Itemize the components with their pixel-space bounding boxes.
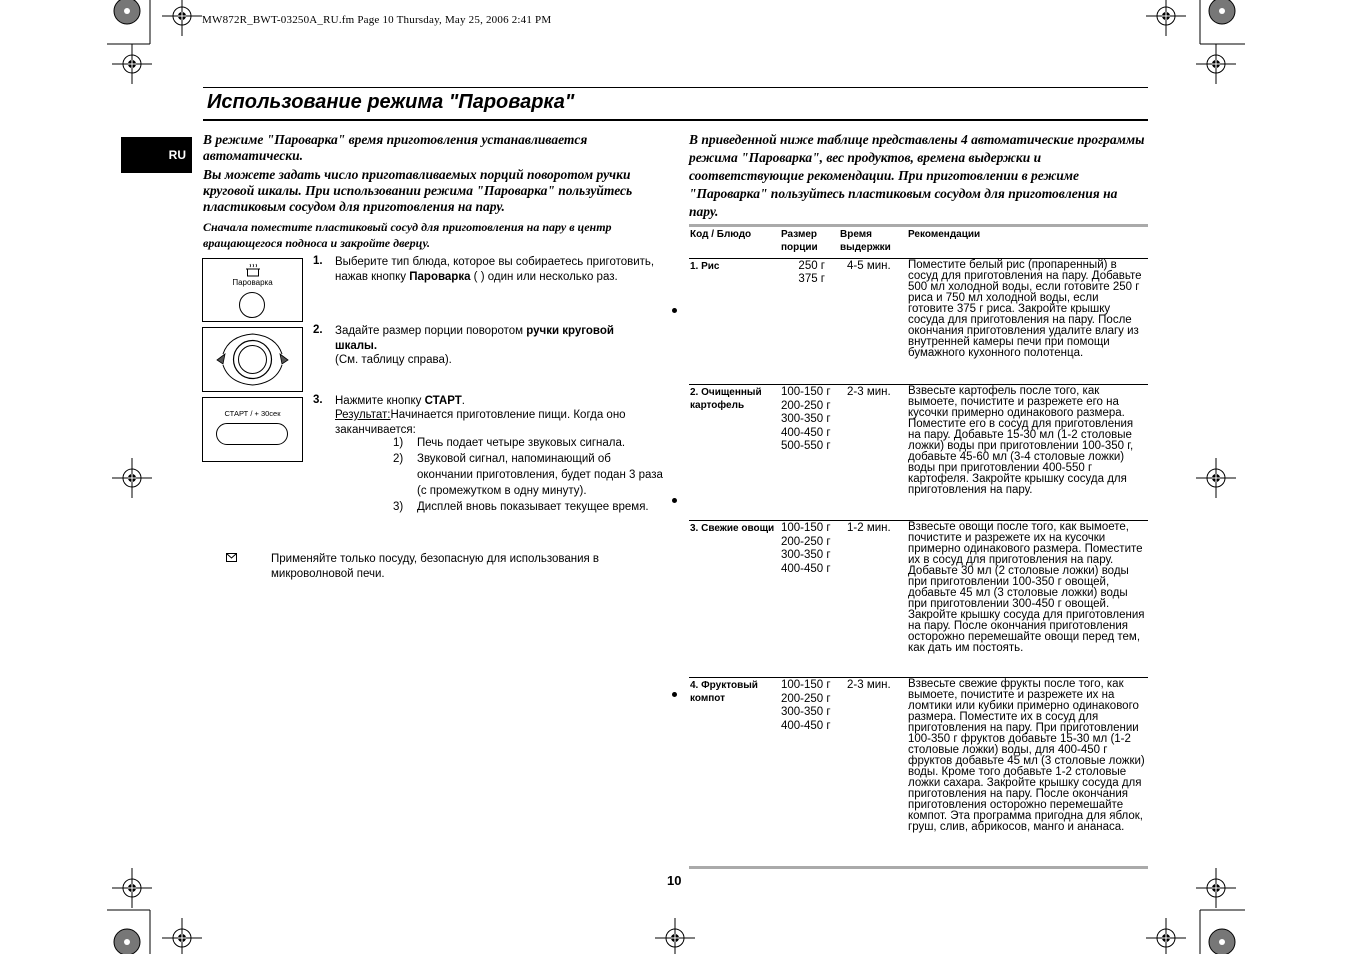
start-button[interactable]: [216, 423, 288, 445]
step-3-text: [335, 394, 665, 409]
registration-mark-icon: [162, 918, 202, 954]
title-rule-top: [203, 87, 1148, 88]
star-target-icon: [1209, 929, 1235, 954]
list-item: 1) Печь подает четыре звуковых сигнала.: [393, 437, 626, 449]
registration-mark-icon: [1196, 44, 1236, 84]
step-2-bold: ручки круговой шкалы.: [335, 325, 614, 352]
star-target-icon: [114, 929, 140, 954]
title-rule-bottom: [203, 119, 1148, 121]
table-row: 4. Фруктовый компот 100-150 г 200-250 г 300-350 г 400-450 г 2-3 мин. Взвесьте свежие фрукты после того, как вымоете, почистите и разрежете их на ломтики или кубики примерно одинакового размера. Поместите их в сосуд для приготовления на пару. При приготовлении 100-350 г фруктов добавьте 15-30 мл (1-2 столовые ложки) воды, для 400-450 г фруктов добавьте 45 мл (3 столовые ложки) воды. Кроме того добавьте 1-2 столовые ложки сахара. Закройте крышку сосуда для приготовления на пару. После окончания приготовления осторожно перемешайте компот. Эта программа пригодна для яблок, груш, слив, абрикосов, манго и ананаса.: [689, 678, 1148, 868]
steamer-pot-icon: [245, 263, 261, 277]
result-text: Начинается приготовление пищи. Когда оно заканчивается:: [335, 409, 626, 436]
intro-paragraph-3: Сначала поместите пластиковый сосуд для приготовления на пару в центр вращающегося подноса и закройте дверцу.: [203, 220, 612, 250]
step-1-text: [335, 255, 665, 284]
registration-mark-icon: [1196, 458, 1236, 498]
step-2-post: (См. таблицу справа).: [335, 354, 452, 366]
star-target-icon: [1209, 0, 1235, 24]
registration-mark-icon: [655, 918, 695, 954]
step-2-number: 2.: [313, 324, 323, 336]
page-number: 10: [667, 873, 682, 888]
step-3-bold: СТАРТ: [424, 395, 462, 407]
result-label: Результат:: [335, 409, 391, 421]
language-tab: RU: [121, 137, 192, 173]
step-3-post: .: [461, 395, 465, 407]
header-code-dish: Код / Блюдо: [690, 229, 752, 240]
step-1-pre: Выберите тип блюда, которое вы собираетесь приготовить, нажав кнопку: [335, 256, 655, 283]
table-row: 2. Очищенный картофель 100-150 г 200-250 г 300-350 г 400-450 г 500-550 г 2-3 мин. Взвесьте картофель после того, как вымоете, почистите и разрежете его на кусочки примерно одинакового размера. Поместите его в сосуд для приготовления на пару. Добавьте 15-30 мл (1-2 столовые ложки) воды при приготовлении 100-350 г, добавьте 45-60 мл (3-4 столовые ложки) воды при приготовлении 400-550 г картофеля. Закройте крышку сосуда для приготовления на пару.: [689, 385, 1148, 521]
list-item: 3) Дисплей вновь показывает текущее время.: [393, 501, 649, 513]
result-list: [393, 435, 665, 515]
registration-mark-icon: [112, 868, 152, 908]
header-portion: Размер порции: [781, 229, 818, 253]
table-row: 1. Рис 250 г 375 г 4-5 мин. Поместите белый рис (пропаренный) в сосуд для приготовления на пару. Добавьте 500 мл холодной воды, если готовите 250 г риса и 750 мл холодной воды, если готовите 375 г риса. Закройте крышку сосуда для приготовления на пару. После окончания приготовления удалите влагу из внутренней камеры печи при помощи бумажного кухонного полотенца.: [689, 259, 1148, 385]
steamer-button-label: Пароварка: [232, 278, 273, 287]
rotary-dial-icon[interactable]: [203, 328, 302, 391]
steam-programs-table: [689, 224, 1148, 869]
table-intro-paragraph: В приведенной ниже таблице представлены 4 автоматические программы режима "Пароварка", вес продуктов, времена выдержки и соответствующие рекомендации. При приготовлении в режиме "Пароварка" пользуйтесь пластиковым сосудом для приготовления на пару.: [689, 132, 1145, 219]
registration-mark-icon: [1146, 0, 1186, 36]
step-3-pre: Нажмите кнопку: [335, 395, 425, 407]
intro-paragraph-2: Вы можете задать число приготавливаемых порций поворотом ручки круговой шкалы. При использовании режима "Пароварка" пользуйтесь пластиковым сосудом для приготовления на пару.: [203, 167, 633, 214]
result-block: [335, 408, 665, 437]
table-header-row: [689, 226, 1148, 259]
registration-mark-icon: [112, 44, 152, 84]
table-row: 3. Свежие овощи 100-150 г 200-250 г 300-350 г 400-450 г 1-2 мин. Взвесьте овощи после того, как вымоете, почистите и разрежете их на кусочки примерно одинакового размера. Поместите их в сосуд для приготовления на пару. Добавьте 30 мл (2 столовые ложки) воды при приготовлении 100-350 г овощей, добавьте 45 мл (3 столовые ложки) воды при приготовлении 300-450 г овощей. Закройте крышку сосуда для приготовления на пару. После окончания приготовления осторожно перемешайте овощи перед тем, как дать им постоять.: [689, 521, 1148, 678]
registration-mark-icon: [1146, 918, 1186, 954]
step-1-post: ( ) один или несколько раз.: [470, 270, 618, 283]
intro-paragraph-1: В режиме "Пароварка" время приготовления устанавливается автоматически.: [203, 132, 588, 163]
note-icon: [226, 553, 237, 562]
registration-mark-icon: [112, 458, 152, 498]
divider-dot: [672, 498, 677, 503]
note-text: Применяйте только посуду, безопасную для использования в микроволновой печи.: [271, 553, 600, 580]
page-title: Использование режима "Пароварка": [207, 91, 575, 113]
divider-dot: [672, 692, 677, 697]
start-button-label: СТАРТ / + 30сек: [224, 409, 281, 418]
steamer-button-panel: [202, 258, 303, 322]
steamer-button[interactable]: [239, 292, 265, 318]
dial-panel: [202, 327, 303, 392]
start-button-panel: [202, 397, 303, 462]
step-2-pre: Задайте размер порции поворотом: [335, 325, 527, 337]
step-2-text: [335, 324, 655, 368]
print-slug: MW872R_BWT-03250A_RU.fm Page 10 Thursday, May 25, 2006 2:41 PM: [202, 14, 552, 26]
list-item: 2) Звуковой сигнал, напоминающий об окончании приготовления, будет подан 3 раза (с промежутком в одну минуту).: [393, 453, 663, 497]
registration-mark-icon: [162, 0, 202, 36]
header-recommendations: Рекомендации: [908, 229, 981, 240]
registration-mark-icon: [1196, 868, 1236, 908]
header-standing-time: Время выдержки: [840, 229, 891, 253]
star-target-icon: [114, 0, 140, 24]
step-1-bold: Пароварка: [409, 270, 471, 283]
step-1-number: 1.: [313, 255, 323, 267]
step-3-number: 3.: [313, 394, 323, 406]
divider-dot: [672, 308, 677, 313]
